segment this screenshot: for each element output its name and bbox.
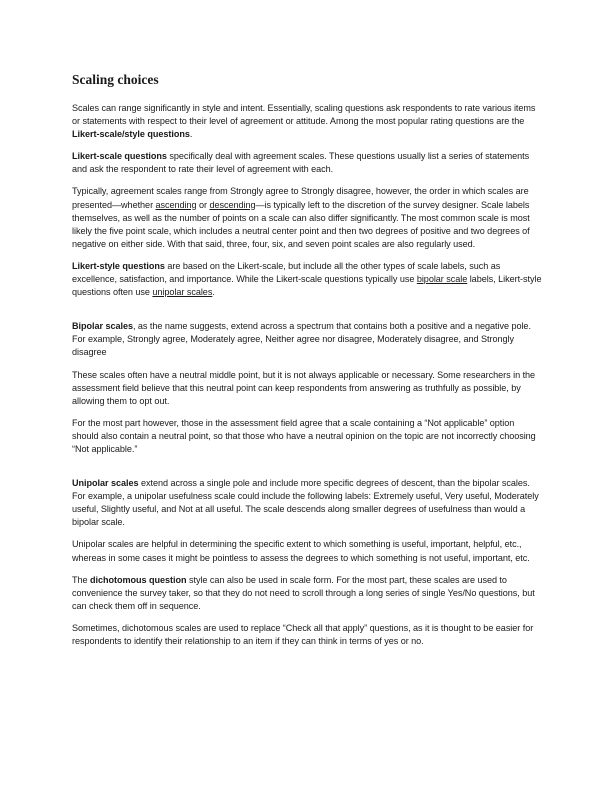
text: The	[72, 574, 90, 585]
term-bipolar-scales: Bipolar scales	[72, 321, 133, 332]
page-title: Scaling choices	[72, 72, 159, 87]
text: , as the name suggests, extend across a spectrum that contains both a positive and a negative pole. For example, Strongly agree, Moderately agree, Neither agree nor disagree, Moderately disagree, and Strongly disagree	[72, 321, 531, 358]
paragraph-bipolar-scales	[72, 320, 542, 359]
paragraph-check-all: Sometimes, dichotomous scales are used to replace “Check all that apply” questions, as it is thought to be easier for respondents to identify their relationship to an item if they can think in terms of yes or no.	[72, 622, 534, 646]
paragraph-dichotomous	[72, 574, 542, 613]
paragraph-intro	[72, 102, 542, 141]
term-likert-scale-style: Likert-scale/style questions	[72, 129, 190, 140]
paragraph-unipolar-scales	[72, 477, 542, 529]
paragraph-unipolar-helpful: Unipolar scales are helpful in determining the specific extent to which something is useful, important, helpful, etc., whereas in some cases it might be pointless to assess the degrees to which something is not useful, important, etc.	[72, 539, 530, 563]
paragraph-likert-style	[72, 260, 542, 299]
text: Typically, agreement scales range from Strongly agree to Strongly disagree, however, the order in which scales are presented—whether	[72, 186, 529, 210]
link-bipolar-scale[interactable]: bipolar scale	[416, 274, 468, 285]
text: Scales can range significantly in style and intent. Essentially, scaling questions ask respondents to rate various items or statements with respect to their level of agreement or attitude. Among the most popular rating questions are the	[72, 103, 536, 127]
link-unipolar-scales[interactable]: unipolar scales	[152, 287, 213, 298]
paragraph-agreement-scales	[72, 185, 542, 250]
text: .	[189, 129, 193, 140]
text: or	[196, 199, 210, 210]
term-likert-scale: Likert-scale questions	[72, 151, 167, 162]
term-dichotomous-question: dichotomous question	[90, 574, 187, 585]
text: labels, Likert-style questions often use	[72, 274, 542, 298]
text: .	[212, 287, 215, 298]
text: style can also be used in scale form. For the most part, these scales are used to convenience the survey taker, so that they do not need to scroll through a long series of single Yes/No questions, but can check them off in sequence.	[72, 574, 535, 611]
text: —is typically left to the discretion of the survey designer. Scale labels themselves, as well as the number of points on a scale can also differ significantly. The most common scale is most likely the five point scale, which includes a neutral center point and then two degrees of positive and two degrees of negative on either side. With that said, three, four, six, and seven point scales are also regularly used.	[72, 199, 530, 249]
link-ascending[interactable]: ascending	[155, 199, 197, 210]
paragraph-likert-scale	[72, 150, 542, 176]
paragraph-not-applicable: For the most part however, those in the assessment field agree that a scale containing a “Not applicable” option should also contain a neutral point, so that those who have a neutral opinion on the topic are not incorrectly choosing “Not applicable.”	[72, 417, 536, 454]
text: specifically deal with agreement scales. These questions usually list a series of statements and ask the respondent to rate their level of agreement with each.	[72, 151, 530, 175]
link-descending[interactable]: descending	[209, 199, 256, 210]
term-likert-style: Likert-style questions	[72, 260, 165, 271]
text: are based on the Likert-scale, but include all the other types of scale labels, such as excellence, satisfaction, and importance. While the Likert-scale questions typically use	[72, 260, 501, 285]
paragraph-neutral-point: These scales often have a neutral middle point, but it is not always applicable or necessary. Some researchers in the assessment field believe that this neutral point can keep respondents from answering as truthfully as possible, by allowing them to opt out.	[72, 369, 536, 406]
text: extend across a single pole and include more specific degrees of descent, than the bipolar scales. For example, a unipolar usefulness scale could include the following labels: Extremely useful, Very useful, Moderately useful, Slightly useful, and Not at all useful. The scale descends along smaller degrees of usefulness than would a bipolar scale.	[72, 478, 539, 528]
term-unipolar-scales: Unipolar scales	[72, 478, 139, 489]
